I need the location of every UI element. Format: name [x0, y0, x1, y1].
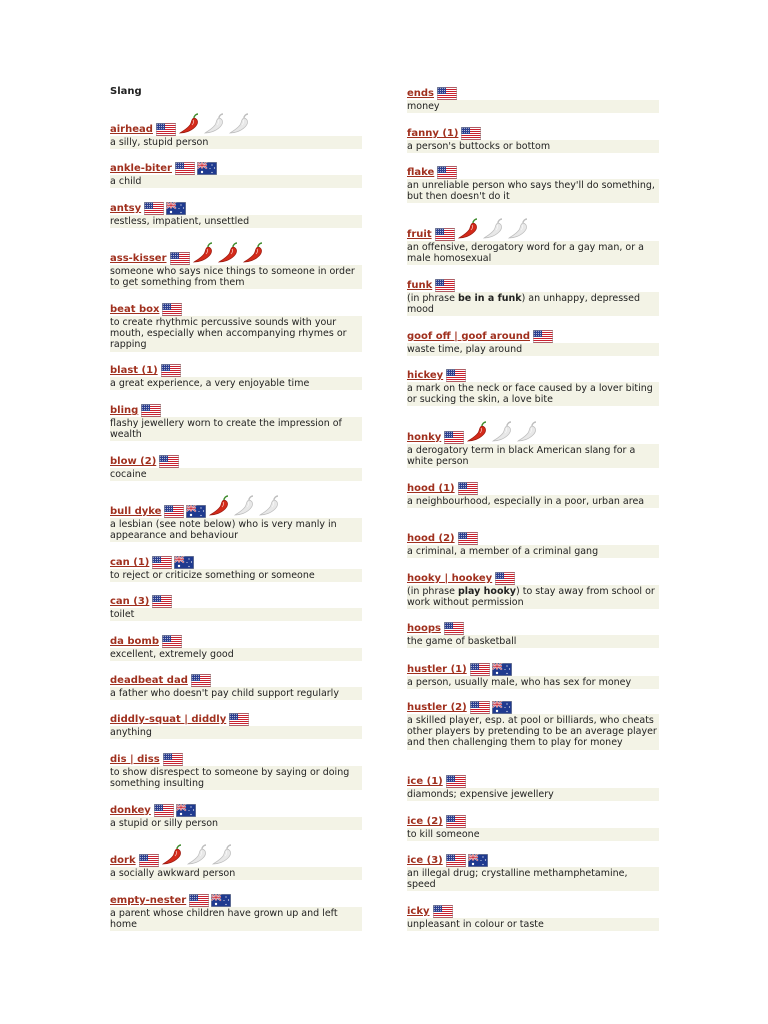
definition: a child: [110, 175, 362, 188]
us-flag-icon: [458, 532, 478, 545]
us-flag-icon: [444, 622, 464, 635]
slang-entry: [110, 596, 362, 621]
headword-link[interactable]: bling: [110, 405, 139, 416]
page-title: Slang: [110, 86, 142, 97]
definition: an offensive, derogatory word for a gay man, or a male homosexual: [407, 241, 659, 265]
us-flag-icon: [159, 455, 179, 468]
headword-link[interactable]: hustler (2): [407, 702, 467, 713]
headword-link[interactable]: dork: [110, 855, 136, 866]
entry-headline: [407, 420, 540, 444]
headword-link[interactable]: hustler (1): [407, 664, 467, 675]
definition-text: ) an unhappy, depressed mood: [407, 293, 640, 316]
headword-link[interactable]: bull dyke: [110, 506, 162, 517]
headword-link[interactable]: beat box: [110, 304, 160, 315]
entry-headline: [110, 303, 183, 316]
headword-link[interactable]: airhead: [110, 124, 153, 135]
mild-pepper-icon: [506, 217, 530, 241]
entry-headline: [407, 815, 467, 828]
definition-prefix: (in phrase: [407, 293, 458, 304]
us-flag-icon: [470, 663, 490, 676]
us-flag-icon: [446, 369, 466, 382]
slang-entry: [110, 855, 362, 880]
definition: waste time, play around: [407, 343, 659, 356]
entry-headline: [407, 87, 458, 100]
hot-pepper-icon: [160, 843, 184, 867]
slang-entry: [407, 573, 659, 609]
us-flag-icon: [533, 330, 553, 343]
us-flag-icon: [446, 775, 466, 788]
slang-entry: [407, 664, 659, 689]
definition: a derogatory term in black American slang for a white person: [407, 444, 659, 468]
entry-headline: [407, 701, 513, 714]
headword-link[interactable]: hickey: [407, 370, 444, 381]
slang-entry: [110, 675, 362, 700]
slang-entry: [110, 754, 362, 790]
us-flag-icon: [435, 228, 455, 241]
headword-link[interactable]: donkey: [110, 805, 151, 816]
headword-link[interactable]: antsy: [110, 203, 142, 214]
entry-headline: [110, 364, 182, 377]
slang-entry: [110, 163, 362, 188]
slang-entry: [110, 253, 362, 289]
slang-entry: [110, 365, 362, 390]
slang-entry: [110, 456, 362, 481]
au-flag-icon: [492, 663, 512, 676]
us-flag-icon: [162, 635, 182, 648]
hot-pepper-icon: [216, 241, 240, 265]
entry-headline: [110, 753, 184, 766]
definition: a stupid or silly person: [110, 817, 362, 830]
headword-link[interactable]: blow (2): [110, 456, 157, 467]
definition: a silly, stupid person: [110, 136, 362, 149]
entry-headline: [407, 622, 465, 635]
definition-phrase: play hooky: [457, 586, 516, 597]
us-flag-icon: [495, 572, 515, 585]
definition: diamonds; expensive jewellery: [407, 788, 659, 801]
slang-entry: [407, 128, 659, 153]
mild-pepper-icon: [257, 494, 281, 518]
entry-headline: [110, 404, 162, 417]
definition: unpleasant in colour or taste: [407, 918, 659, 931]
definition-phrase: be in a funk: [457, 293, 522, 304]
hot-pepper-icon: [456, 217, 480, 241]
definition: a neighbourhood, especially in a poor, urban area: [407, 495, 659, 508]
entry-headline: [407, 572, 516, 585]
definition: the game of basketball: [407, 635, 659, 648]
definition: a mark on the neck or face caused by a lover biting or sucking the skin, a love bite: [407, 382, 659, 406]
us-flag-icon: [152, 595, 172, 608]
entry-headline: [407, 279, 456, 292]
entry-headline: [407, 482, 479, 495]
us-flag-icon: [152, 556, 172, 569]
definition: toilet: [110, 608, 362, 621]
slang-entry: [407, 229, 659, 265]
entry-headline: [110, 843, 235, 867]
definition: excellent, extremely good: [110, 648, 362, 661]
headword-link[interactable]: da bomb: [110, 636, 159, 647]
us-flag-icon: [458, 482, 478, 495]
definition: a father who doesn't pay child support regularly: [110, 687, 362, 700]
us-flag-icon: [189, 894, 209, 907]
entry-headline: [110, 674, 212, 687]
us-flag-icon: [154, 804, 174, 817]
definition: to kill someone: [407, 828, 659, 841]
entry-headline: [407, 217, 531, 241]
definition: a person, usually male, who has sex for money: [407, 676, 659, 689]
headword-link[interactable]: icky: [407, 906, 430, 917]
slang-entry: [407, 331, 659, 356]
entry-headline: [110, 202, 187, 215]
definition: a skilled player, esp. at pool or billiards, who cheats other players by pretending to be an average player and then challenging them to play for money: [407, 714, 659, 750]
definition: someone who says nice things to someone in order to get something from them: [110, 265, 362, 289]
slang-entry: [407, 816, 659, 841]
slang-entry: [407, 702, 659, 750]
us-flag-icon: [437, 166, 457, 179]
slang-entry: [407, 776, 659, 801]
headword-link[interactable]: hood (2): [407, 533, 455, 544]
us-flag-icon: [144, 202, 164, 215]
us-flag-icon: [141, 404, 161, 417]
definition: a parent whose children have grown up and left home: [110, 907, 362, 931]
hot-pepper-icon: [241, 241, 265, 265]
headword-link[interactable]: hoops: [407, 623, 441, 634]
definition: cocaine: [110, 468, 362, 481]
us-flag-icon: [433, 905, 453, 918]
entry-headline: [110, 595, 173, 608]
us-flag-icon: [164, 505, 184, 518]
headword-link[interactable]: ice (1): [407, 776, 443, 787]
definition: a lesbian (see note below) who is very manly in appearance and behaviour: [110, 518, 362, 542]
au-flag-icon: [174, 556, 194, 569]
slang-entry: [110, 304, 362, 352]
mild-pepper-icon: [232, 494, 256, 518]
au-flag-icon: [186, 505, 206, 518]
slang-entry: [407, 370, 659, 406]
slang-entry: [110, 506, 362, 542]
mild-pepper-icon: [185, 843, 209, 867]
au-flag-icon: [468, 854, 488, 867]
definition: flashy jewellery worn to create the impression of wealth: [110, 417, 362, 441]
slang-entry: [407, 483, 659, 508]
us-flag-icon: [229, 713, 249, 726]
entry-headline: [110, 804, 197, 817]
entry-headline: [407, 854, 489, 867]
entry-headline: [110, 894, 232, 907]
slang-entry: [407, 432, 659, 468]
mild-pepper-icon: [227, 112, 251, 136]
mild-pepper-icon: [481, 217, 505, 241]
headword-link[interactable]: ice (2): [407, 816, 443, 827]
mild-pepper-icon: [490, 420, 514, 444]
slang-entry: [110, 124, 362, 149]
definition: to show disrespect to someone by saying or doing something insulting: [110, 766, 362, 790]
definition: restless, impatient, unsettled: [110, 215, 362, 228]
definition: a socially awkward person: [110, 867, 362, 880]
au-flag-icon: [176, 804, 196, 817]
entry-headline: [407, 775, 467, 788]
entry-headline: [110, 494, 282, 518]
slang-entry: [110, 203, 362, 228]
headword-link[interactable]: blast (1): [110, 365, 158, 376]
headword-link[interactable]: fruit: [407, 229, 432, 240]
entry-headline: [110, 635, 183, 648]
definition: a person's buttocks or bottom: [407, 140, 659, 153]
headword-link[interactable]: ass-kisser: [110, 253, 167, 264]
entry-headline: [110, 455, 180, 468]
slang-entry: [110, 405, 362, 441]
mild-pepper-icon: [210, 843, 234, 867]
definition: a criminal, a member of a criminal gang: [407, 545, 659, 558]
headword-link[interactable]: can (1): [110, 557, 150, 568]
headword-link[interactable]: goof off | goof around: [407, 331, 530, 342]
us-flag-icon: [444, 431, 464, 444]
hot-pepper-icon: [465, 420, 489, 444]
definition: [407, 585, 659, 609]
entry-headline: [407, 532, 479, 545]
headword-link[interactable]: ice (3): [407, 855, 443, 866]
headword-link[interactable]: honky: [407, 432, 442, 443]
slang-entry: [110, 895, 362, 931]
definition: anything: [110, 726, 362, 739]
entry-headline: [110, 162, 218, 175]
headword-link[interactable]: dis | diss: [110, 754, 160, 765]
entry-headline: [110, 713, 250, 726]
headword-link[interactable]: flake: [407, 167, 435, 178]
entry-headline: [407, 166, 458, 179]
slang-entry: [407, 88, 659, 113]
definition: money: [407, 100, 659, 113]
us-flag-icon: [162, 303, 182, 316]
us-flag-icon: [435, 279, 455, 292]
definition-prefix: (in phrase: [407, 586, 458, 597]
hot-pepper-icon: [191, 241, 215, 265]
definition: a great experience, a very enjoyable time: [110, 377, 362, 390]
headword-link[interactable]: ankle-biter: [110, 163, 172, 174]
hot-pepper-icon: [177, 112, 201, 136]
headword-link[interactable]: funk: [407, 280, 433, 291]
us-flag-icon: [470, 701, 490, 714]
slang-entry: [407, 533, 659, 558]
au-flag-icon: [211, 894, 231, 907]
headword-link[interactable]: fanny (1): [407, 128, 459, 139]
slang-entry: [110, 557, 362, 582]
slang-entry: [407, 280, 659, 316]
us-flag-icon: [139, 854, 159, 867]
us-flag-icon: [163, 753, 183, 766]
us-flag-icon: [161, 364, 181, 377]
headword-link[interactable]: hood (1): [407, 483, 455, 494]
entry-headline: [407, 127, 482, 140]
left-column: [110, 0, 362, 1024]
mild-pepper-icon: [515, 420, 539, 444]
au-flag-icon: [492, 701, 512, 714]
headword-link[interactable]: empty-nester: [110, 895, 187, 906]
mild-pepper-icon: [202, 112, 226, 136]
right-column: [407, 0, 659, 1024]
headword-link[interactable]: ends: [407, 88, 435, 99]
us-flag-icon: [156, 123, 176, 136]
us-flag-icon: [461, 127, 481, 140]
entry-headline: [407, 663, 513, 676]
definition: to reject or criticize something or someone: [110, 569, 362, 582]
us-flag-icon: [191, 674, 211, 687]
definition: [407, 292, 659, 316]
headword-link[interactable]: deadbeat dad: [110, 675, 188, 686]
definition: an illegal drug; crystalline methamphetamine, speed: [407, 867, 659, 891]
slang-entry: [407, 623, 659, 648]
slang-entry: [110, 714, 362, 739]
hot-pepper-icon: [207, 494, 231, 518]
us-flag-icon: [446, 854, 466, 867]
au-flag-icon: [166, 202, 186, 215]
headword-link[interactable]: diddly-squat | diddly: [110, 714, 227, 725]
us-flag-icon: [170, 252, 190, 265]
headword-link[interactable]: can (3): [110, 596, 150, 607]
slang-entry: [110, 805, 362, 830]
us-flag-icon: [446, 815, 466, 828]
definition: an unreliable person who says they'll do something, but then doesn't do it: [407, 179, 659, 203]
entry-headline: [110, 112, 252, 136]
entry-headline: [407, 330, 554, 343]
entry-headline: [407, 905, 454, 918]
au-flag-icon: [197, 162, 217, 175]
slang-entry: [407, 855, 659, 891]
entry-headline: [407, 369, 467, 382]
us-flag-icon: [437, 87, 457, 100]
slang-entry: [110, 636, 362, 661]
slang-entry: [407, 906, 659, 931]
definition-text: ) to stay away from school or work without permission: [407, 586, 655, 609]
headword-link[interactable]: hooky | hookey: [407, 573, 493, 584]
us-flag-icon: [175, 162, 195, 175]
definition: to create rhythmic percussive sounds with your mouth, especially when accompanying rhymes or rapping: [110, 316, 362, 352]
entry-headline: [110, 241, 266, 265]
entry-headline: [110, 556, 195, 569]
slang-entry: [407, 167, 659, 203]
